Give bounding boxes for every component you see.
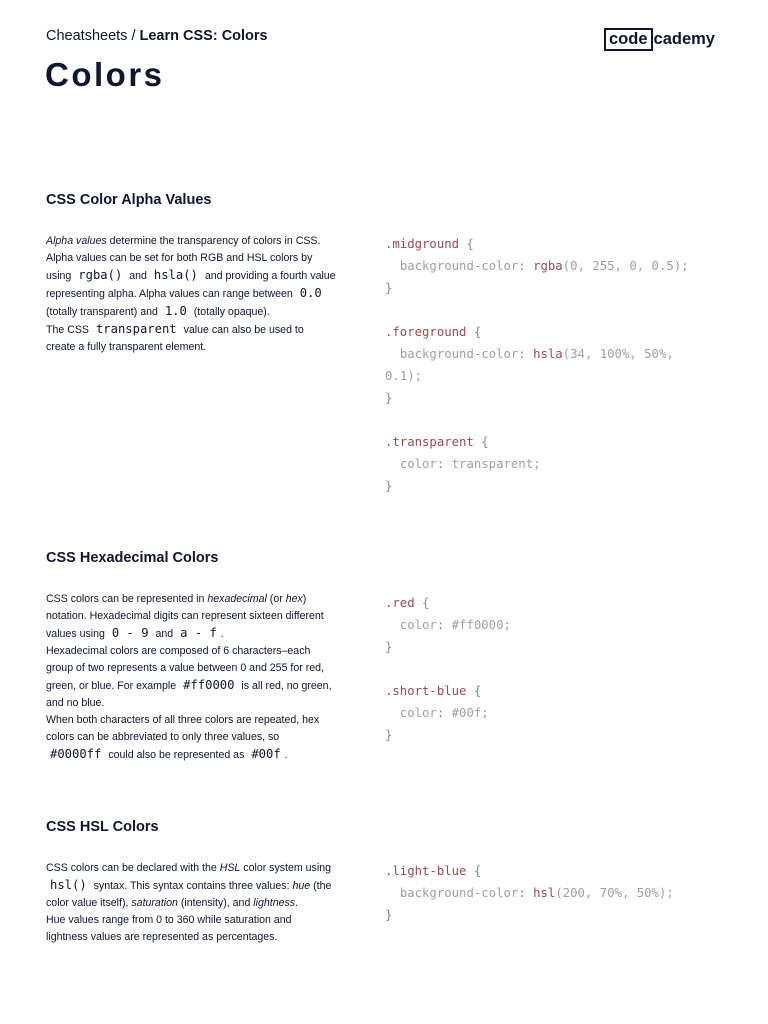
section-title-hex: CSS Hexadecimal Colors (46, 550, 219, 566)
section-desc-hsl: CSS colors can be declared with the HSL color system using hsl() syntax. This syntax contains three values: hue (the color value itself), saturation (intensity), and lightness. Hue values range from 0 to 360 while saturation and lightness values are represented as percentages. (46, 862, 332, 943)
breadcrumb-current: Learn CSS: Colors (139, 28, 268, 44)
codecademy-logo[interactable] (604, 28, 715, 51)
code-block-hex: .red { color: #ff0000; } .short-blue { color: #00f; } (385, 596, 511, 742)
section-title-hsl: CSS HSL Colors (46, 819, 159, 835)
breadcrumb (46, 28, 268, 44)
code-block-alpha: .midground { background-color: rgba(0, 255, 0, 0.5); } .foreground { background-color: hsla(34, 100%, 50%, 0.1); } .transparent { color: transparent; } (385, 237, 689, 493)
page-title: Colors (45, 56, 165, 93)
breadcrumb-separator: / (127, 28, 140, 44)
logo-rest-text: cademy (653, 30, 715, 48)
section-desc-hex: CSS colors can be represented in hexadecimal (or hex) notation. Hexadecimal digits can represent sixteen different values using 0 - 9 and a - f . Hexadecimal colors are composed of 6 characters–each group of two represents a value between 0 and 255 for red, green, or blue. For example #ff0000 is all red, no green, and no blue. When both characters of all three colors are repeated, hex colors can be abbreviated to only three values, so #0000ff could also be represented as #00f . (46, 593, 332, 761)
section-title-alpha: CSS Color Alpha Values (46, 192, 212, 208)
section-desc-alpha: Alpha values determine the transparency of colors in CSS. Alpha values can be set for both RGB and HSL colors by using rgba() and hsla() and providing a fourth value representing alpha. Alpha values can range between 0.0 (totally transparent) and 1.0 (totally opaque). The CSS transparent value can also be used to create a fully transparent element. (46, 235, 336, 353)
logo-boxed-text: code (604, 28, 653, 51)
breadcrumb-root-link[interactable]: Cheatsheets (46, 28, 128, 44)
code-block-hsl: .light-blue { background-color: hsl(200, 70%, 50%); } (385, 864, 674, 922)
